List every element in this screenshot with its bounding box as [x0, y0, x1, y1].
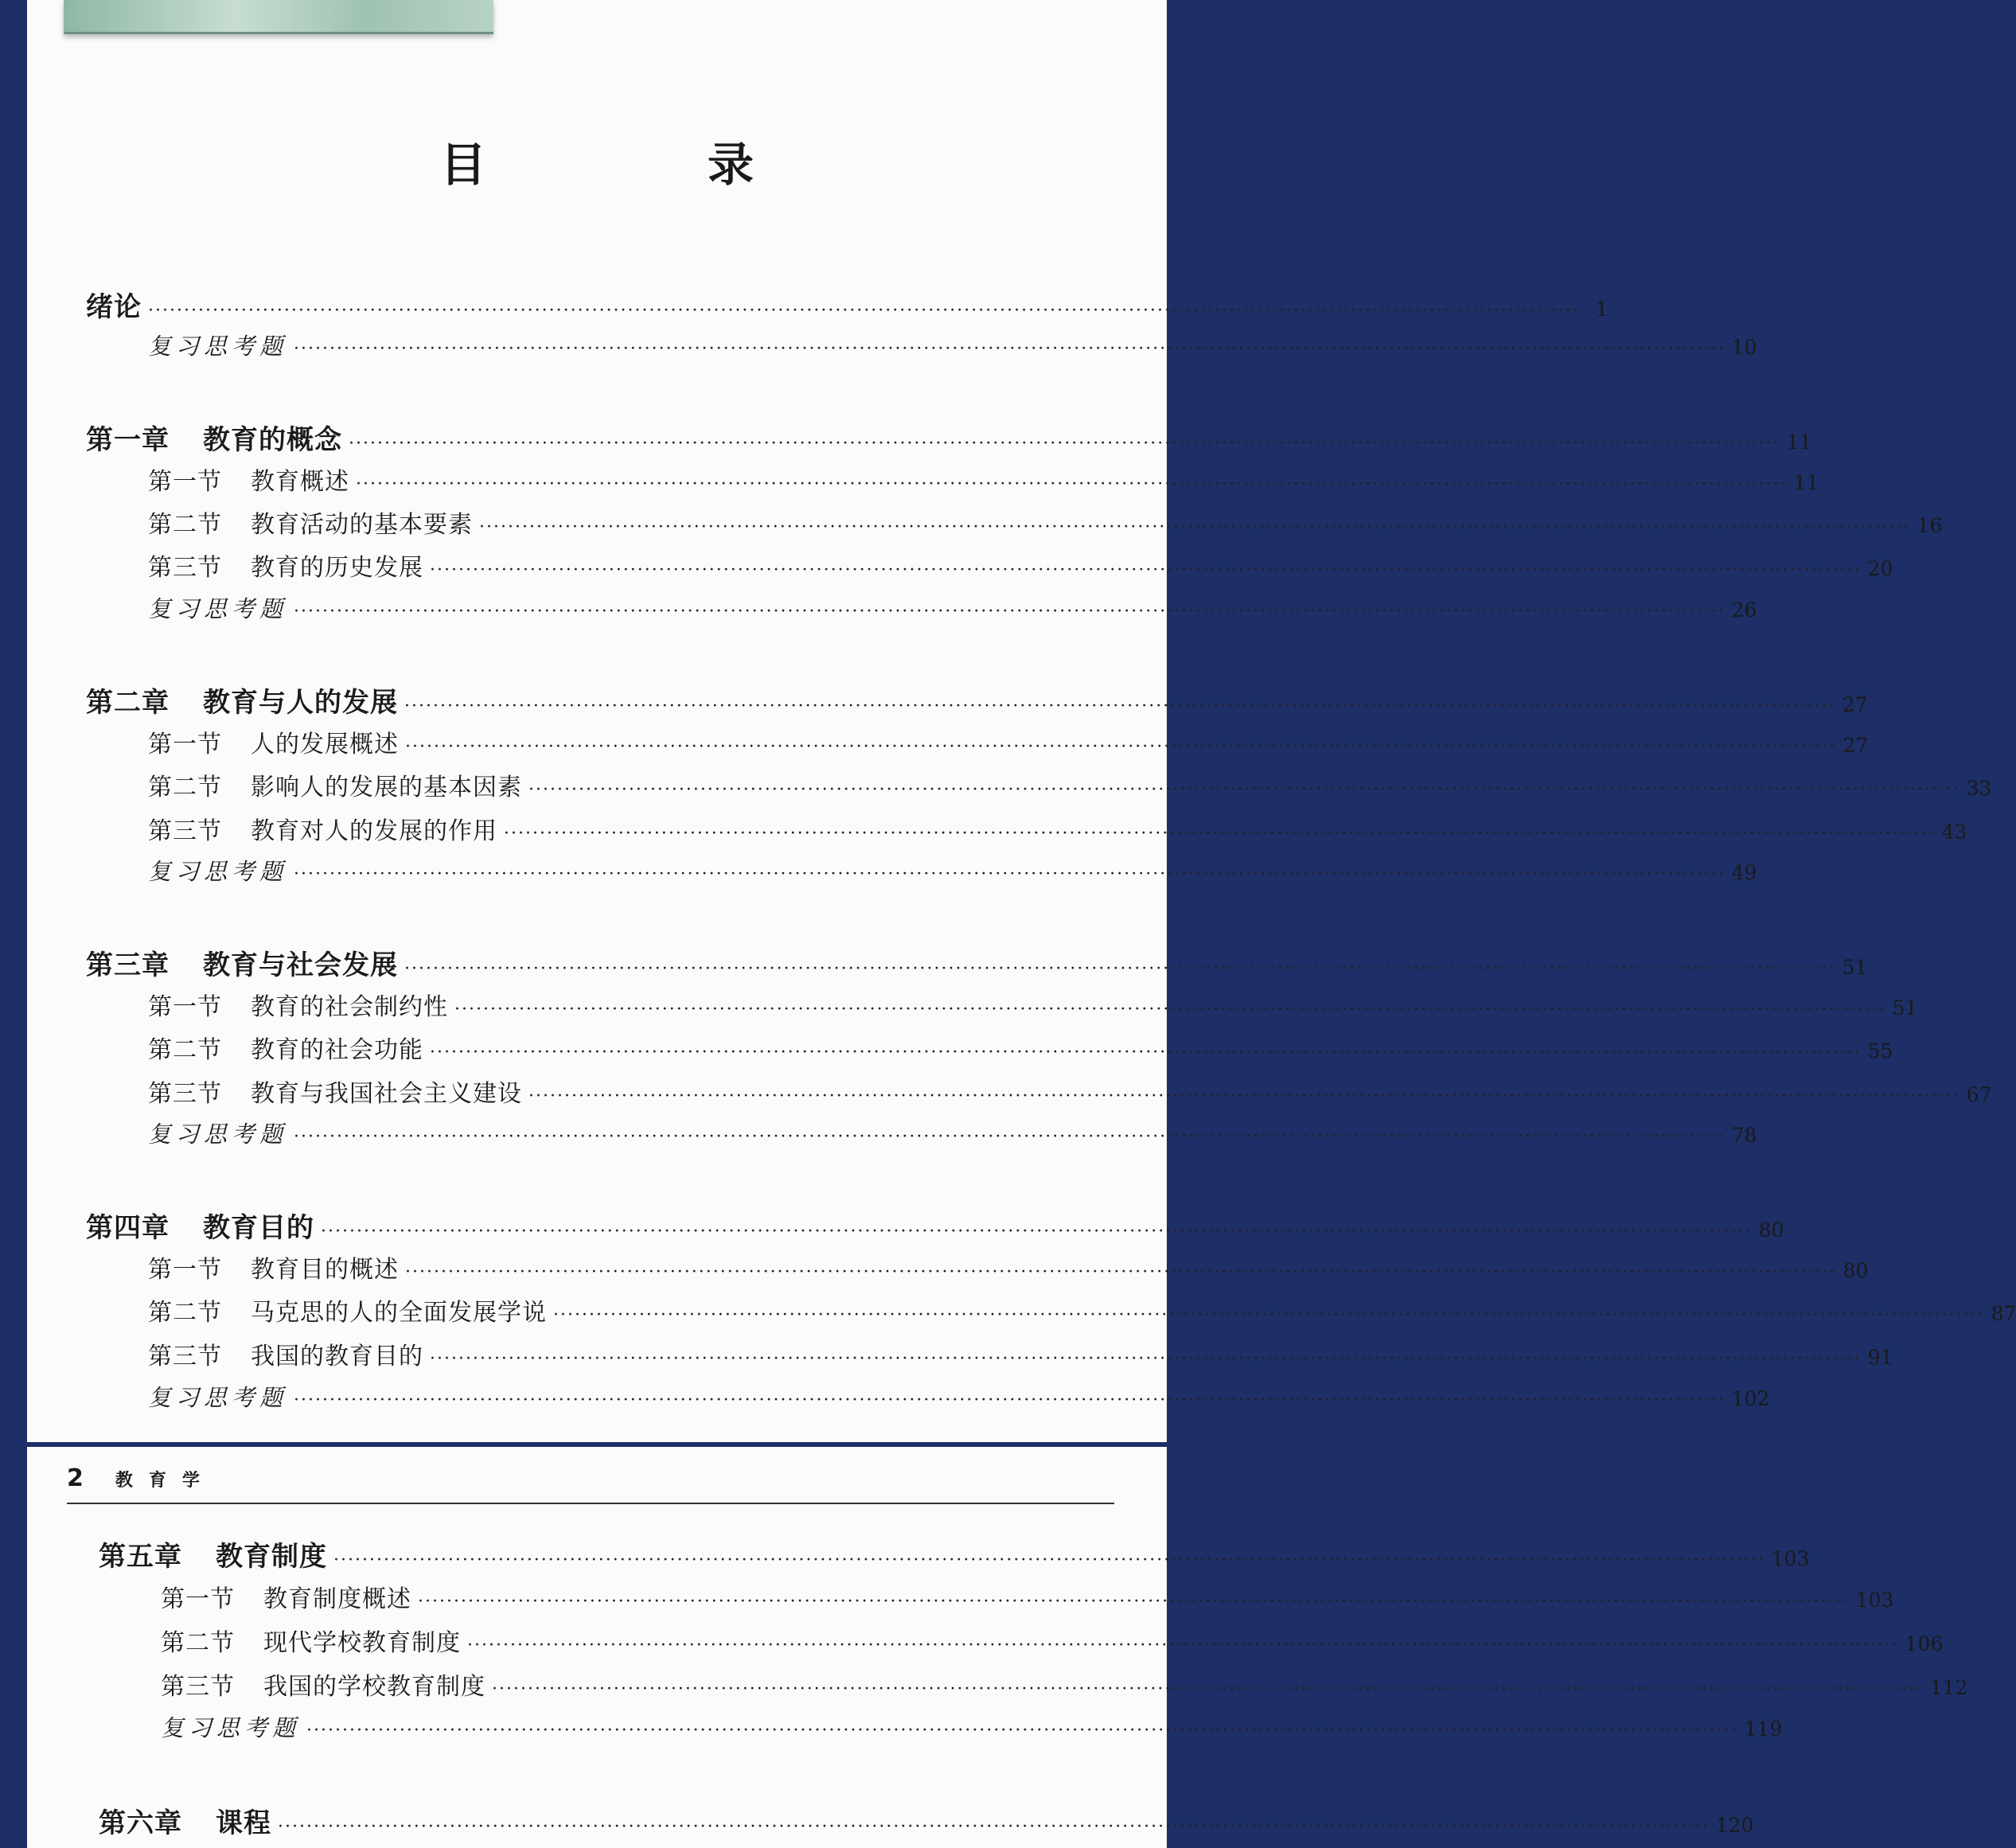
- toc-entry-section[interactable]: [148, 548, 1893, 582]
- toc-entry-title: 教育制度: [216, 1541, 327, 1573]
- toc-entry-label: [148, 329, 287, 361]
- toc-entry-page-number: 51: [1892, 996, 1918, 1020]
- leader-dots: ········································································································································································································: [492, 1679, 1924, 1699]
- running-head-book-title: 教育学: [115, 1471, 216, 1491]
- toc-entry-page-number: 112: [1929, 1676, 1968, 1699]
- leader-dots: ········································································································································································································: [294, 1390, 1725, 1410]
- toc-entry-page-number: 11: [1786, 431, 1812, 454]
- toc-entry-label: [148, 1336, 423, 1371]
- toc-entry-label: [161, 1667, 485, 1702]
- toc-entry-number: 第三节: [161, 1673, 235, 1701]
- toc-entry-label: [148, 1074, 522, 1109]
- book-cover-strip: [64, 0, 493, 34]
- toc-entry-title: 教育对人的发展的作用: [251, 817, 497, 845]
- toc-entry-section[interactable]: [148, 1030, 1893, 1064]
- toc-entry-section[interactable]: [161, 1579, 1894, 1613]
- toc-entry-chapter[interactable]: [86, 285, 1609, 323]
- leader-dots: ········································································································································································································: [430, 1043, 1862, 1062]
- toc-entry-number: 第二节: [148, 774, 222, 801]
- toc-entry-label: [148, 1030, 423, 1065]
- toc-entry-title: 教育目的: [203, 1212, 314, 1244]
- toc-entry-number: 第一节: [148, 1256, 222, 1284]
- toc-entry-chapter[interactable]: [86, 680, 1868, 719]
- leader-dots: ········································································································································································································: [148, 301, 1580, 321]
- toc-entry-page-number: 106: [1905, 1632, 1944, 1655]
- leader-dots: ········································································································································································································: [528, 1086, 1960, 1106]
- toc-entry-label: [148, 987, 448, 1022]
- toc-entry-page-number: 1: [1595, 298, 1609, 321]
- toc-entry-label: [86, 285, 142, 324]
- leader-dots: ········································································································································································································: [294, 602, 1725, 622]
- toc-entry-label: [148, 724, 399, 759]
- toc-entry-section[interactable]: [148, 1250, 1869, 1284]
- toc-entry-title: 教育活动的基本要素: [251, 511, 473, 539]
- leader-dots: ········································································································································································································: [405, 1262, 1837, 1282]
- toc-entry-number: 第二节: [148, 1299, 222, 1327]
- toc-entry-title: 绪论: [86, 291, 142, 323]
- toc-entry-title: 教育与社会发展: [203, 949, 398, 981]
- toc-entry-review[interactable]: [148, 1380, 1770, 1412]
- toc-entry-label: [99, 1534, 327, 1573]
- toc-entry-section[interactable]: [161, 1667, 1968, 1701]
- toc-entry-number: 第三节: [148, 1343, 222, 1370]
- toc-entry-label: [86, 1206, 314, 1245]
- toc-entry-page-number: 43: [1941, 821, 1967, 844]
- running-head-page-number: 2: [67, 1464, 84, 1492]
- toc-entry-section[interactable]: [148, 1292, 2016, 1327]
- toc-entry-number: 第二节: [148, 1036, 222, 1064]
- toc-entry-title: 我国的学校教育制度: [263, 1673, 485, 1701]
- toc-entry-number: 第三节: [148, 1080, 222, 1108]
- toc-entry-title: 人的发展概述: [251, 731, 399, 758]
- toc-entry-label: [148, 1250, 399, 1285]
- toc-entry-label: [148, 854, 287, 887]
- toc-entry-title: 马克思的人的全面发展学说: [251, 1299, 547, 1327]
- toc-entry-label: [86, 418, 342, 457]
- toc-entry-page-number: 119: [1744, 1717, 1783, 1741]
- toc-entry-label: [161, 1710, 300, 1743]
- toc-entry-label: [148, 591, 287, 624]
- toc-entry-page-number: 11: [1793, 471, 1819, 494]
- toc-entry-title: 复习思考题: [161, 1714, 301, 1741]
- leader-dots: ········································································································································································································: [306, 1721, 1738, 1741]
- leader-dots: ········································································································································································································: [553, 1305, 1985, 1325]
- toc-entry-page-number: 67: [1966, 1083, 1992, 1106]
- toc-entry-page-number: 27: [1842, 734, 1869, 757]
- toc-entry-number: 第四章: [86, 1212, 170, 1244]
- toc-entry-label: [148, 548, 423, 583]
- leader-dots: ········································································································································································································: [294, 1127, 1725, 1147]
- toc-entry-title: 复习思考题: [148, 858, 288, 885]
- toc-entry-number: 第一章: [86, 424, 170, 456]
- toc-entry-review[interactable]: [161, 1710, 1783, 1742]
- toc-entry-page-number: 33: [1966, 777, 1992, 800]
- toc-entry-page-number: 20: [1867, 557, 1893, 580]
- toc-entry-review[interactable]: [148, 591, 1757, 623]
- leader-dots: ········································································································································································································: [278, 1817, 1710, 1837]
- leader-dots: ········································································································································································································: [528, 780, 1960, 800]
- toc-entry-title: 我国的教育目的: [251, 1343, 423, 1370]
- toc-entry-number: 第五章: [99, 1541, 182, 1573]
- toc-entry-title: 教育与我国社会主义建设: [251, 1080, 522, 1108]
- toc-entry-page-number: 78: [1731, 1124, 1757, 1147]
- toc-entry-title: 教育的概念: [203, 424, 342, 456]
- toc-entry-page-number: 120: [1715, 1814, 1754, 1837]
- toc-entry-number: 第二章: [86, 687, 170, 719]
- running-head: [67, 1464, 216, 1492]
- toc-entry-number: 第一节: [148, 731, 222, 758]
- toc-entry-section[interactable]: [148, 724, 1869, 758]
- toc-entry-label: [86, 943, 398, 982]
- leader-dots: ········································································································································································································: [356, 474, 1788, 494]
- toc-entry-label: [148, 1117, 287, 1149]
- toc-entry-label: [148, 1380, 287, 1413]
- toc-entry-title: 教育的历史发展: [251, 554, 423, 582]
- toc-entry-title: 复习思考题: [148, 595, 288, 622]
- toc-entry-label: [161, 1579, 411, 1614]
- toc-entry-title: 教育的社会制约性: [251, 993, 448, 1021]
- toc-entry-page-number: 103: [1771, 1547, 1810, 1570]
- toc-entry-number: 第三章: [86, 949, 170, 981]
- toc-entry-section[interactable]: [148, 811, 1967, 845]
- running-head-rule: [67, 1503, 1114, 1504]
- toc-entry-title: 课程: [216, 1807, 271, 1839]
- toc-entry-label: [148, 1292, 547, 1328]
- toc-entry-number: 第二节: [161, 1629, 235, 1657]
- toc-entry-page-number: 27: [1842, 693, 1868, 716]
- leader-dots: ········································································································································································································: [479, 517, 1911, 537]
- toc-entry-section[interactable]: [148, 505, 1943, 539]
- toc-entry-title: 教育制度概述: [263, 1585, 411, 1613]
- toc-entry-title: 教育与人的发展: [203, 687, 398, 719]
- toc-entry-title: 复习思考题: [148, 1121, 288, 1148]
- toc-entry-label: [148, 767, 522, 802]
- toc-entry-chapter[interactable]: [86, 1206, 1784, 1244]
- toc-entry-page-number: 26: [1731, 598, 1757, 622]
- toc-entry-title: 复习思考题: [148, 333, 288, 360]
- toc-entry-section[interactable]: [148, 462, 1819, 496]
- leader-dots: ········································································································································································································: [333, 1550, 1765, 1570]
- toc-entry-section[interactable]: [148, 767, 1992, 801]
- toc-entry-number: 第二节: [148, 511, 222, 539]
- toc-entry-page-number: 102: [1731, 1387, 1770, 1410]
- leader-dots: ········································································································································································································: [321, 1222, 1753, 1242]
- leader-dots: ········································································································································································································: [294, 339, 1725, 359]
- leader-dots: ········································································································································································································: [454, 1000, 1886, 1020]
- toc-entry-title: 影响人的发展的基本因素: [251, 774, 522, 801]
- toc-entry-chapter[interactable]: [86, 943, 1868, 981]
- leader-dots: ········································································································································································································: [430, 560, 1862, 580]
- toc-entry-title: 现代学校教育制度: [263, 1629, 461, 1657]
- toc-entry-number: 第一节: [161, 1585, 235, 1613]
- leader-dots: ········································································································································································································: [418, 1592, 1850, 1612]
- toc-entry-number: 第三节: [148, 554, 222, 582]
- leader-dots: ········································································································································································································: [349, 434, 1780, 454]
- toc-entry-number: 第一节: [148, 993, 222, 1021]
- leader-dots: ········································································································································································································: [430, 1349, 1862, 1369]
- toc-entry-page-number: 80: [1842, 1259, 1869, 1282]
- toc-entry-page-number: 10: [1731, 336, 1757, 359]
- toc-entry-page-number: 80: [1758, 1218, 1784, 1242]
- toc-entry-chapter[interactable]: [99, 1801, 1754, 1839]
- toc-entry-title: 教育概述: [251, 468, 349, 496]
- toc-entry-number: 第一节: [148, 468, 222, 496]
- toc-entry-review[interactable]: [148, 854, 1757, 886]
- toc-entry-page-number: 49: [1731, 861, 1757, 884]
- toc-entry-page-number: 55: [1867, 1039, 1893, 1062]
- leader-dots: ········································································································································································································: [404, 696, 1836, 716]
- toc-page-2: [27, 1447, 1968, 1848]
- toc-entry-title: 复习思考题: [148, 1384, 288, 1411]
- toc-entry-label: [148, 811, 497, 846]
- toc-entry-label: [148, 462, 349, 497]
- toc-entry-chapter[interactable]: [99, 1534, 1810, 1573]
- toc-entry-page-number: 103: [1855, 1589, 1894, 1612]
- toc-entry-label: [148, 505, 473, 540]
- leader-dots: ········································································································································································································: [405, 737, 1837, 757]
- toc-entry-page-number: 16: [1917, 514, 1943, 537]
- toc-entry-page-number: 51: [1842, 956, 1868, 979]
- toc-entry-section[interactable]: [148, 1336, 1893, 1370]
- leader-dots: ········································································································································································································: [467, 1636, 1899, 1655]
- leader-dots: ········································································································································································································: [504, 824, 1936, 844]
- leader-dots: ········································································································································································································: [404, 959, 1836, 979]
- toc-page-1: [27, 0, 2016, 1442]
- toc-entry-number: 第三节: [148, 817, 222, 845]
- toc-entry-section[interactable]: [161, 1623, 1944, 1657]
- toc-entry-review[interactable]: [148, 329, 1757, 361]
- toc-entry-label: [161, 1623, 461, 1658]
- toc-entry-label: [86, 680, 398, 719]
- toc-entry-number: 第六章: [99, 1807, 182, 1839]
- toc-entry-page-number: 91: [1867, 1346, 1893, 1369]
- toc-entry-page-number: 87: [1991, 1302, 2016, 1325]
- toc-entry-review[interactable]: [148, 1117, 1757, 1148]
- toc-entry-section[interactable]: [148, 1074, 1992, 1108]
- toc-entry-section[interactable]: [148, 987, 1918, 1021]
- toc-entry-chapter[interactable]: [86, 418, 1812, 456]
- leader-dots: ········································································································································································································: [294, 864, 1725, 884]
- toc-entry-title: 教育的社会功能: [251, 1036, 423, 1064]
- toc-title: 目 录: [439, 138, 841, 192]
- toc-entry-title: 教育目的概述: [251, 1256, 399, 1284]
- toc-entry-label: [99, 1801, 271, 1840]
